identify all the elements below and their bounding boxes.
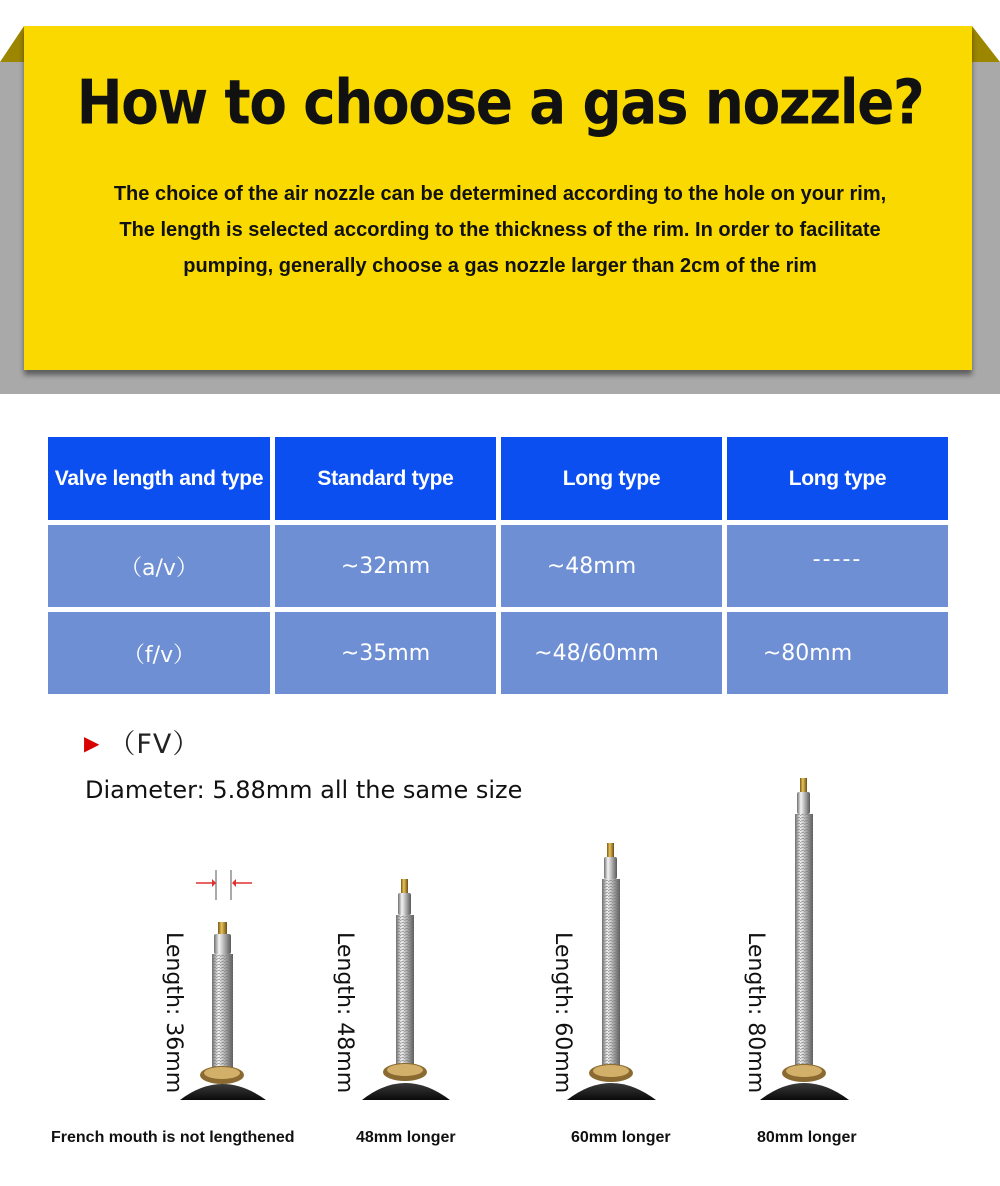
fv-label: （FV） [108,729,201,760]
page-title: How to choose a gas nozzle? [76,66,924,138]
table-cell: ~80mm [727,612,948,694]
valve-caption: 48mm longer [356,1129,456,1146]
table-cell: ~48mm [501,525,722,607]
description-line: The choice of the air nozzle can be determined according to the hole on your rim, [113,183,887,205]
valve-caption: 60mm longer [571,1129,671,1146]
table-cell: ----- [727,525,948,607]
table-cell: ~35mm [275,612,496,694]
table-header-cell: Valve length and type [48,437,270,520]
table-cell: ~48/60mm [501,612,722,694]
valve-80mm [760,778,849,1100]
length-label: Length: 80mm [743,932,768,1094]
description-line: The length is selected according to the thickness of the rim. In order to facilitate [119,219,881,241]
valve-36mm [180,922,266,1100]
length-label: Length: 48mm [332,932,357,1094]
valve-caption: French mouth is not lengthened [51,1129,295,1146]
table-header-cell: Long type [501,437,722,520]
length-label: Length: 60mm [550,932,575,1094]
diameter-note: Diameter: 5.88mm all the same size [85,776,523,804]
play-arrow-icon: ▶ [84,731,101,755]
table-cell: （a/v） [48,525,270,607]
diameter-arrows-icon [196,870,252,900]
valve-48mm [362,879,450,1100]
table-header-cell: Standard type [275,437,496,520]
table-header-cell: Long type [727,437,948,520]
valve-60mm [567,843,656,1100]
valve-caption: 80mm longer [757,1129,857,1146]
length-label: Length: 36mm [161,932,186,1094]
description-line: pumping, generally choose a gas nozzle larger than 2cm of the rim [183,255,817,277]
table-cell: ~32mm [275,525,496,607]
table-cell: （f/v） [48,612,270,694]
